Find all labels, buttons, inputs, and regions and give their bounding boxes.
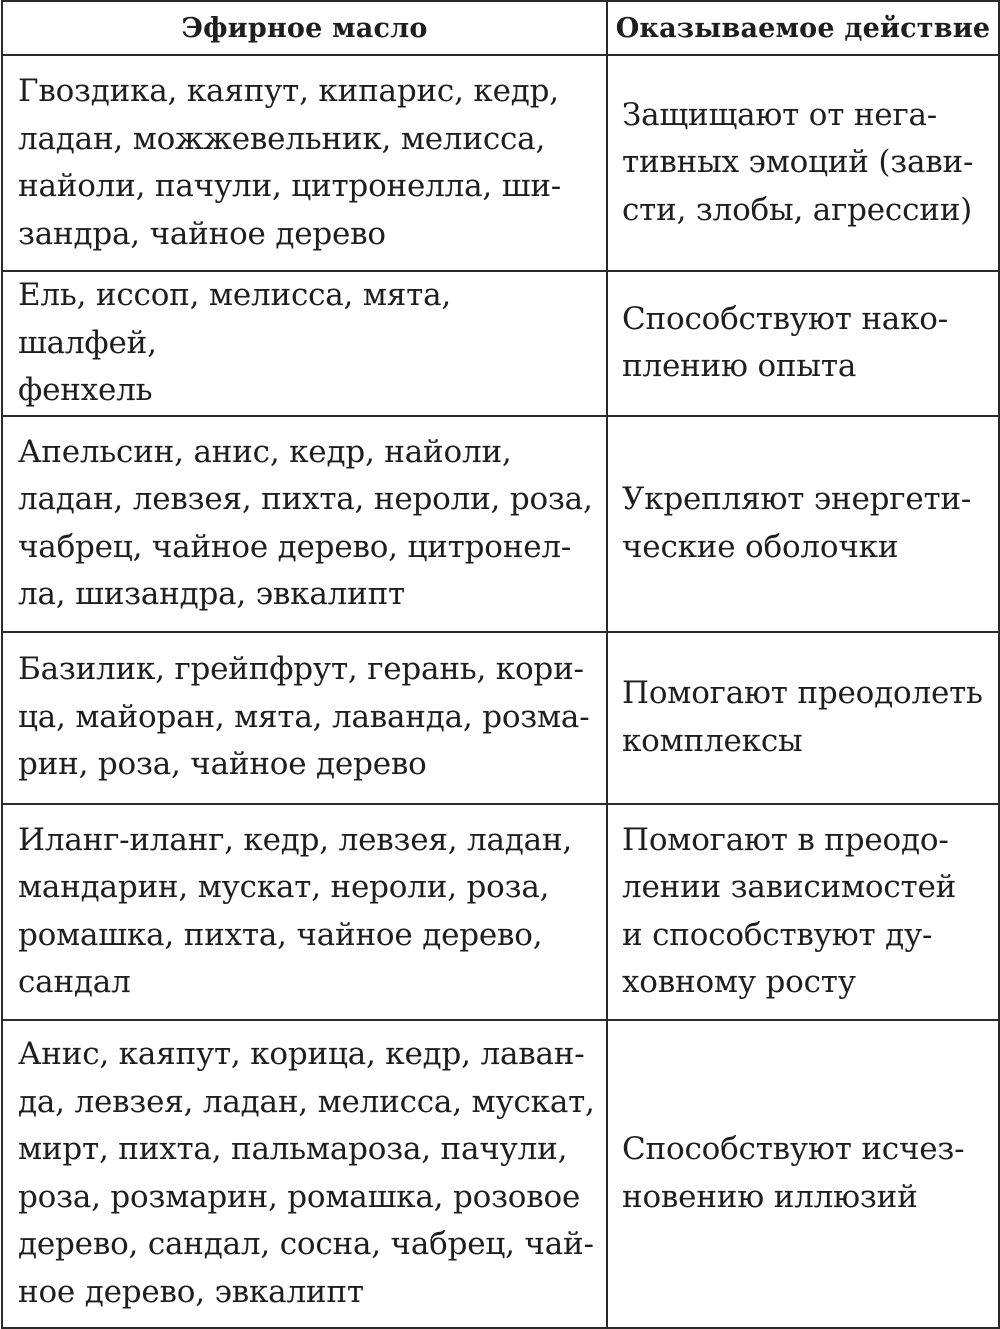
table-row — [2, 55, 999, 271]
oils-cell: Гвоздика, каяпут, кипарис, кедр, ладан, можжевельник, мелисса, найоли, пачули, цитронелла, ши- зандра, чайное дерево — [2, 55, 607, 271]
oils-cell: Ель, иссоп, мелисса, мята, шалфей, фенхель — [2, 271, 607, 416]
oils-cell: Апельсин, анис, кедр, найоли, ладан, левзея, пихта, нероли, роза, чабрец, чайное дерево, цитронел- ла, шизандра, эвкалипт — [2, 416, 607, 632]
effect-cell: Помогают преодолеть комплексы — [607, 632, 999, 804]
table-row — [2, 804, 999, 1020]
header-effect: Оказываемое действие — [607, 1, 999, 55]
essential-oils-table — [1, 0, 1000, 1329]
oils-cell: Иланг-иланг, кедр, левзея, ладан, мандарин, мускат, нероли, роза, ромашка, пихта, чайное дерево, сандал — [2, 804, 607, 1020]
table-body — [2, 55, 999, 1328]
effect-cell: Помогают в преодо- лении зависимостей и способствуют ду- ховному росту — [607, 804, 999, 1020]
oils-cell: Анис, каяпут, корица, кедр, лаван- да, левзея, ладан, мелисса, мускат, мирт, пихта, пальмароза, пачули, роза, розмарин, ромашка, розовое дерево, сандал, сосна, чабрец, чай- ное дерево, эвкалипт — [2, 1020, 607, 1328]
effect-cell: Укрепляют энергети- ческие оболочки — [607, 416, 999, 632]
table-row — [2, 1020, 999, 1328]
oils-cell: Базилик, грейпфрут, герань, кори- ца, майоран, мята, лаванда, розма- рин, роза, чайное дерево — [2, 632, 607, 804]
effect-cell: Защищают от нега- тивных эмоций (зави- сти, злобы, агрессии) — [607, 55, 999, 271]
header-oil: Эфирное масло — [2, 1, 607, 55]
effect-cell: Способствуют нако- плению опыта — [607, 271, 999, 416]
header-row — [2, 1, 999, 55]
table-row — [2, 416, 999, 632]
effect-cell: Способствуют исчез- новению иллюзий — [607, 1020, 999, 1328]
table-header — [2, 1, 999, 55]
table-row — [2, 271, 999, 416]
table-row — [2, 632, 999, 804]
